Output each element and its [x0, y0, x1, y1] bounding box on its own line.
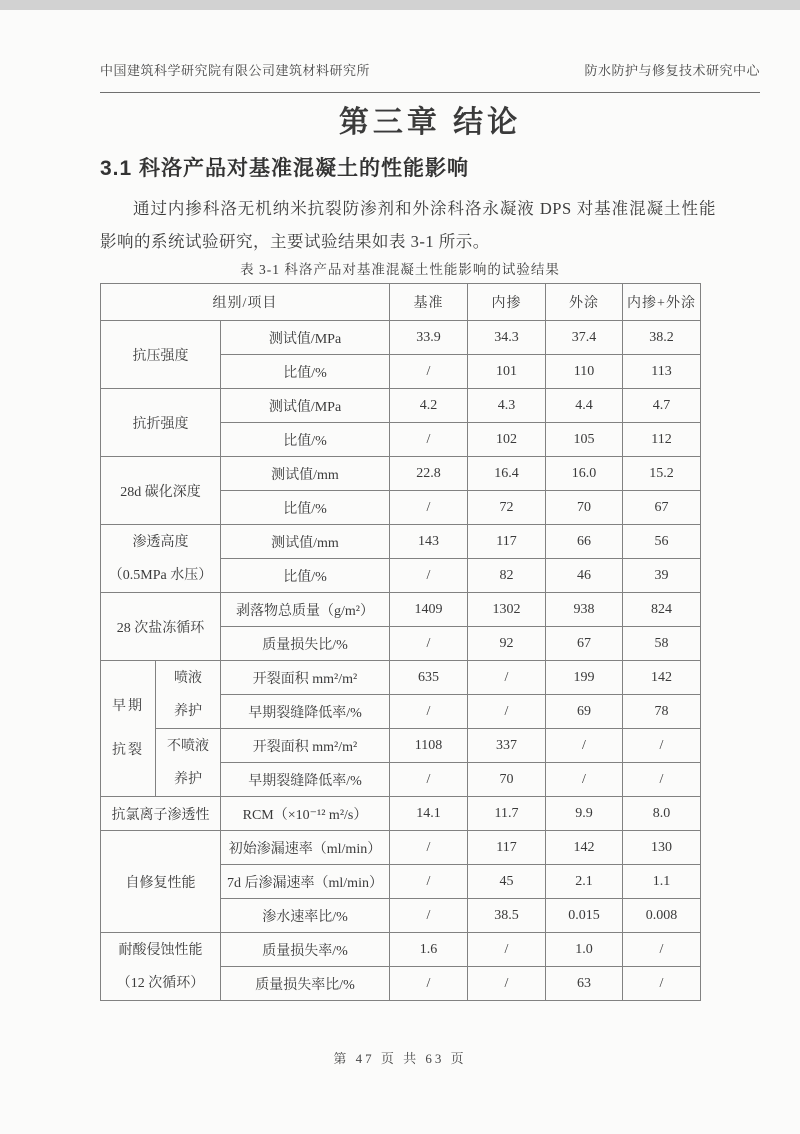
- header-col-combined: 内掺+外涂: [623, 284, 701, 321]
- header-left-org: 中国建筑科学研究院有限公司建筑材料研究所: [100, 63, 371, 78]
- value-cell: 117: [468, 525, 546, 559]
- group-label-line: （12 次循环）: [116, 975, 205, 991]
- group-label-compressive: 抗压强度: [101, 321, 221, 389]
- table-row: [101, 525, 701, 559]
- results-table: [100, 283, 701, 1001]
- group-label-line: 耐酸侵蚀性能: [118, 942, 203, 958]
- table-caption: 表 3-1 科洛产品对基准混凝土性能影响的试验结果: [240, 262, 560, 277]
- header-right-center: 防水防护与修复技术研究中心: [584, 63, 760, 78]
- value-cell: 8.0: [623, 797, 701, 831]
- subgroup-label-line: 养护: [174, 771, 202, 787]
- value-cell: 38.2: [623, 321, 701, 355]
- group-label-line: （0.5MPa 水压）: [108, 567, 213, 583]
- value-cell: /: [390, 763, 468, 797]
- table-row: [101, 321, 701, 355]
- value-cell: /: [390, 695, 468, 729]
- value-cell: /: [390, 865, 468, 899]
- table-row: [101, 729, 701, 763]
- item-label: 开裂面积 mm²/m²: [221, 729, 390, 763]
- item-label: 开裂面积 mm²/m²: [221, 661, 390, 695]
- header-group-item: 组别/项目: [101, 284, 390, 321]
- item-label: 剥落物总质量（g/m²）: [221, 593, 390, 627]
- item-label: 比值/%: [221, 355, 390, 389]
- value-cell: 16.0: [546, 457, 623, 491]
- value-cell: 34.3: [468, 321, 546, 355]
- group-label-carbonation: 28d 碳化深度: [101, 457, 221, 525]
- subgroup-label-sprayed: [156, 661, 221, 729]
- page-number: 第 47 页 共 63 页: [333, 1051, 467, 1066]
- photo-edge-strip: [0, 0, 800, 10]
- value-cell: /: [390, 831, 468, 865]
- item-label: 7d 后渗漏速率（ml/min）: [221, 865, 390, 899]
- value-cell: 70: [546, 491, 623, 525]
- value-cell: /: [546, 729, 623, 763]
- value-cell: 142: [623, 661, 701, 695]
- value-cell: 67: [623, 491, 701, 525]
- value-cell: 72: [468, 491, 546, 525]
- value-cell: 110: [546, 355, 623, 389]
- value-cell: /: [468, 967, 546, 1001]
- group-label-saltfreeze: 28 次盐冻循环: [101, 593, 221, 661]
- group-label-earlycracking: [101, 661, 156, 797]
- item-label: 比值/%: [221, 423, 390, 457]
- header-col-internal: 内掺: [468, 284, 546, 321]
- value-cell: 101: [468, 355, 546, 389]
- item-label: RCM（×10⁻¹² m²/s）: [221, 797, 390, 831]
- value-cell: 92: [468, 627, 546, 661]
- group-label-chloride: 抗氯离子渗透性: [101, 797, 221, 831]
- item-label: 早期裂缝降低率/%: [221, 763, 390, 797]
- table-header-row: [101, 284, 701, 321]
- value-cell: 45: [468, 865, 546, 899]
- header-col-benchmark: 基准: [390, 284, 468, 321]
- value-cell: 117: [468, 831, 546, 865]
- subgroup-label-line: 不喷液: [167, 738, 209, 754]
- value-cell: /: [390, 967, 468, 1001]
- value-cell: /: [390, 491, 468, 525]
- value-cell: 199: [546, 661, 623, 695]
- value-cell: 9.9: [546, 797, 623, 831]
- subgroup-label-line: 养护: [174, 703, 202, 719]
- value-cell: 70: [468, 763, 546, 797]
- header-col-external: 外涂: [546, 284, 623, 321]
- value-cell: 0.008: [623, 899, 701, 933]
- body-paragraph: 通过内掺科洛无机纳米抗裂防渗剂和外涂科洛永凝液 DPS 对基准混凝土性能影响的系统试验研究，主要试验结果如表 3-1 所示。: [100, 199, 716, 251]
- value-cell: 4.4: [546, 389, 623, 423]
- value-cell: 46: [546, 559, 623, 593]
- value-cell: 58: [623, 627, 701, 661]
- table-row: [101, 389, 701, 423]
- value-cell: 0.015: [546, 899, 623, 933]
- value-cell: /: [390, 355, 468, 389]
- chapter-title: 第三章 结论: [338, 106, 522, 139]
- item-label: 初始渗漏速率（ml/min）: [221, 831, 390, 865]
- item-label: 测试值/MPa: [221, 321, 390, 355]
- item-label: 质量损失率比/%: [221, 967, 390, 1001]
- value-cell: /: [468, 933, 546, 967]
- section-title: 3.1 科洛产品对基准混凝土的性能影响: [100, 157, 470, 180]
- group-label-flexural: 抗折强度: [101, 389, 221, 457]
- value-cell: /: [390, 423, 468, 457]
- group-label-line: 抗裂: [112, 742, 144, 758]
- value-cell: 1108: [390, 729, 468, 763]
- value-cell: /: [546, 763, 623, 797]
- value-cell: 1.6: [390, 933, 468, 967]
- value-cell: 78: [623, 695, 701, 729]
- item-label: 测试值/mm: [221, 525, 390, 559]
- document-header: [100, 60, 760, 93]
- table-row: [101, 831, 701, 865]
- value-cell: 38.5: [468, 899, 546, 933]
- value-cell: 1.0: [546, 933, 623, 967]
- value-cell: 4.3: [468, 389, 546, 423]
- value-cell: /: [468, 661, 546, 695]
- item-label: 质量损失率/%: [221, 933, 390, 967]
- value-cell: 143: [390, 525, 468, 559]
- item-label: 比值/%: [221, 491, 390, 525]
- value-cell: 1302: [468, 593, 546, 627]
- item-label: 测试值/MPa: [221, 389, 390, 423]
- item-label: 比值/%: [221, 559, 390, 593]
- value-cell: /: [390, 559, 468, 593]
- value-cell: /: [623, 967, 701, 1001]
- table-row: [101, 661, 701, 695]
- table-row: [101, 593, 701, 627]
- value-cell: /: [623, 763, 701, 797]
- item-label: 质量损失比/%: [221, 627, 390, 661]
- value-cell: 4.7: [623, 389, 701, 423]
- item-label: 渗水速率比/%: [221, 899, 390, 933]
- subgroup-label-unsprayed: [156, 729, 221, 797]
- table-row: [101, 933, 701, 967]
- value-cell: 69: [546, 695, 623, 729]
- value-cell: 22.8: [390, 457, 468, 491]
- item-label: 测试值/mm: [221, 457, 390, 491]
- value-cell: 112: [623, 423, 701, 457]
- value-cell: 14.1: [390, 797, 468, 831]
- value-cell: 337: [468, 729, 546, 763]
- value-cell: 1409: [390, 593, 468, 627]
- group-label-selfhealing: 自修复性能: [101, 831, 221, 933]
- group-label-permeation: [101, 525, 221, 593]
- value-cell: 102: [468, 423, 546, 457]
- value-cell: 82: [468, 559, 546, 593]
- value-cell: /: [623, 729, 701, 763]
- value-cell: 39: [623, 559, 701, 593]
- table-row: [101, 797, 701, 831]
- group-label-line: 早期: [112, 698, 144, 714]
- value-cell: 4.2: [390, 389, 468, 423]
- value-cell: /: [623, 933, 701, 967]
- table-row: [101, 457, 701, 491]
- value-cell: 63: [546, 967, 623, 1001]
- subgroup-label-line: 喷液: [174, 670, 202, 686]
- value-cell: /: [468, 695, 546, 729]
- value-cell: 113: [623, 355, 701, 389]
- value-cell: 635: [390, 661, 468, 695]
- value-cell: 11.7: [468, 797, 546, 831]
- value-cell: 56: [623, 525, 701, 559]
- value-cell: 15.2: [623, 457, 701, 491]
- value-cell: 142: [546, 831, 623, 865]
- value-cell: 824: [623, 593, 701, 627]
- value-cell: 33.9: [390, 321, 468, 355]
- group-label-line: 渗透高度: [132, 534, 189, 550]
- group-label-acidresistance: [101, 933, 221, 1001]
- value-cell: 105: [546, 423, 623, 457]
- value-cell: 938: [546, 593, 623, 627]
- value-cell: 66: [546, 525, 623, 559]
- value-cell: /: [390, 899, 468, 933]
- value-cell: 130: [623, 831, 701, 865]
- item-label: 早期裂缝降低率/%: [221, 695, 390, 729]
- value-cell: 2.1: [546, 865, 623, 899]
- value-cell: 37.4: [546, 321, 623, 355]
- value-cell: 67: [546, 627, 623, 661]
- value-cell: 16.4: [468, 457, 546, 491]
- value-cell: 1.1: [623, 865, 701, 899]
- value-cell: /: [390, 627, 468, 661]
